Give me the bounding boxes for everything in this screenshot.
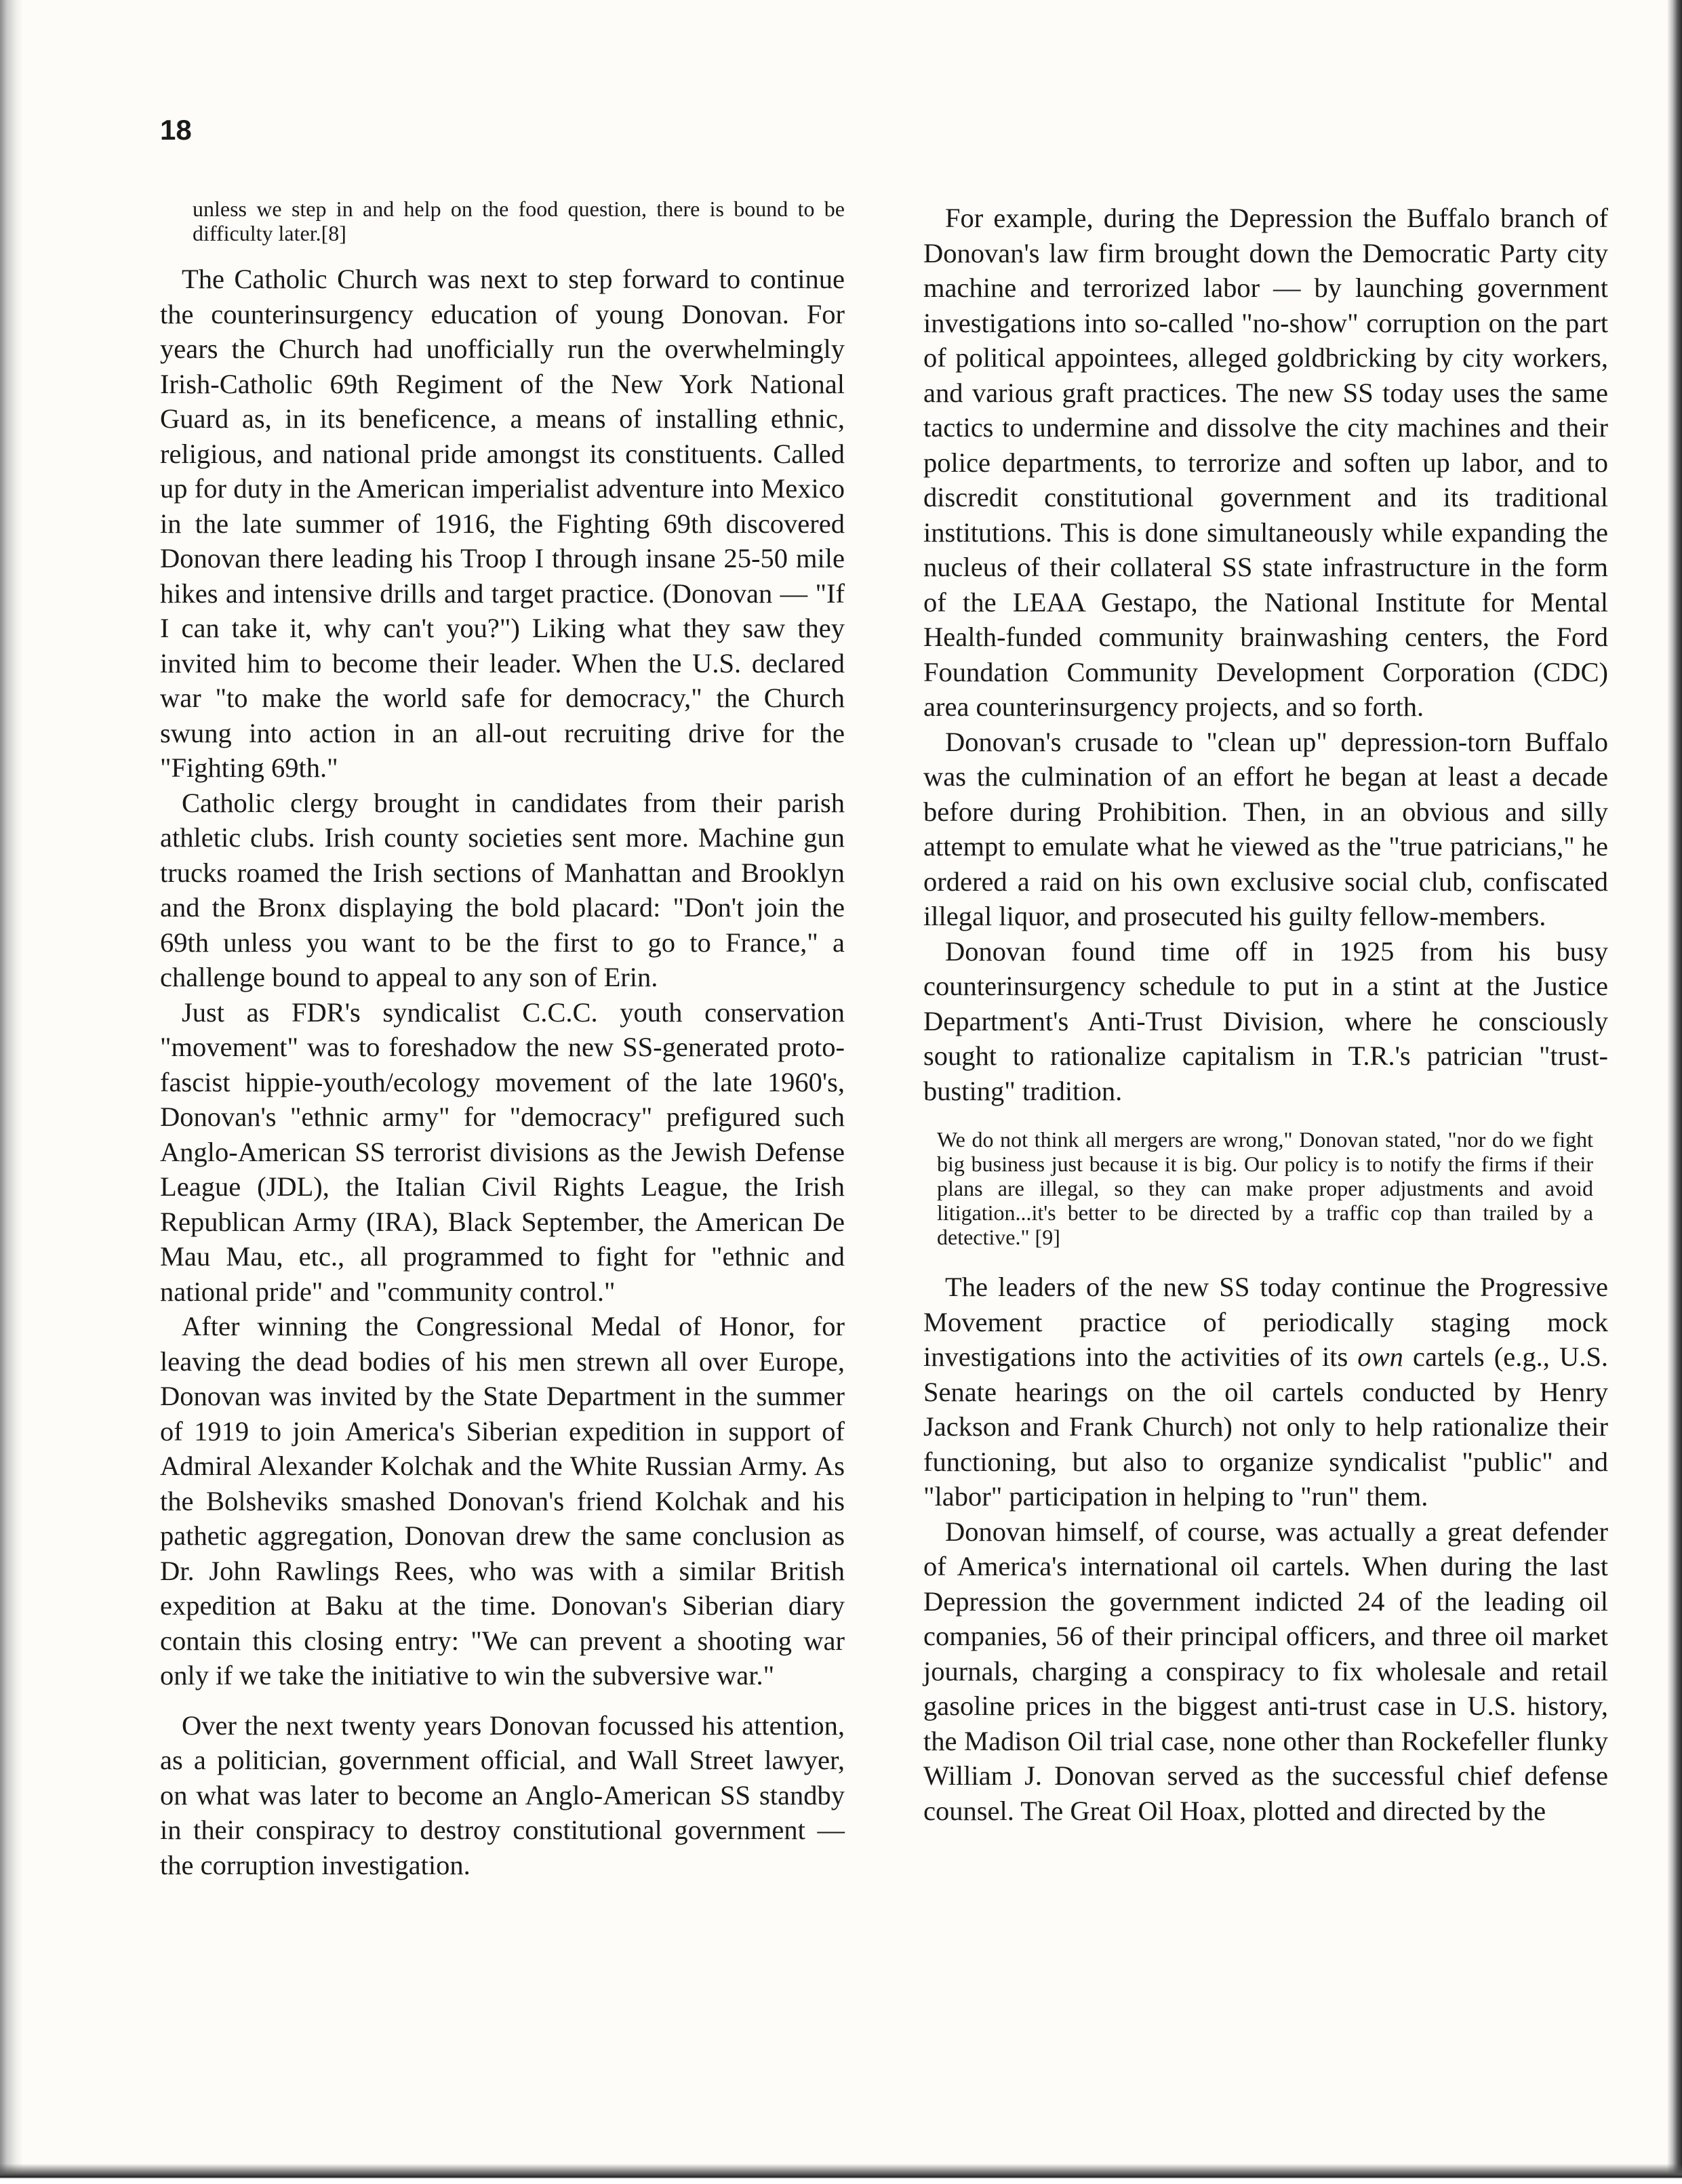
- paragraph-anti-trust-division: Donovan found time off in 1925 from his busy counterinsurgency schedule to put in a stint at the Justice Department's Anti-Trust Division, where he consciously sought to rationalize capitalism in T.R.'s patrician "trust-busting" tradition.: [923, 935, 1608, 1106]
- paragraph-clean-up-buffalo: Donovan's crusade to "clean up" depression-torn Buffalo was the culmination of an effort he began at least a decade before during Prohibition. Then, in an obvious and silly attempt to emulate what he viewed as the "true patricians," he ordered a raid on his own exclusive social club, confiscated illegal liquor, and prosecuted his guilty fellow-members.: [923, 726, 1608, 931]
- paragraph-buffalo-branch: For example, during the Depression the Buffalo branch of Donovan's law firm brought down the Democratic Party city machine and terrorized labor — by launching government investigations into so-called "no-show" corruption on the part of political appointees, alleged goldbricking by city workers, and various graft practices. The new SS today uses the same tactics to undermine and dissolve the city machines and their police departments, to terrorize and soften up labor, and to discredit constitutional government and its traditional institutions. This is done simultaneously while expanding the nucleus of their collateral SS state infrastructure in the form of the LEAA Gestapo, the National Institute for Mental Health-funded community brainwashing centers, the Ford Foundation Community Development Corporation (CDC) area counterinsurgency projects, and so forth.: [923, 203, 1608, 722]
- page-bottom-edge: [0, 2164, 1682, 2184]
- page-binding-edge: [0, 0, 23, 2184]
- paragraph-new-ss-leaders-start: The leaders of the new SS today continue the Progressive Movement practice of periodically staging mock investigations into the activities of its: [923, 1272, 1608, 1372]
- page-right-edge: [1667, 0, 1682, 2184]
- paragraph-new-ss-leaders: [923, 1270, 1608, 1514]
- emphasis-own: own: [1357, 1341, 1403, 1372]
- block-quote-mergers: We do not think all mergers are wrong," Donovan stated, "nor do we fight big business just because it is big. Our policy is to notify the firms if their plans are illegal, so they can make proper adjustments and avoid litigation...it's better to be directed by a traffic cop than trailed by a detective." [9]: [937, 1127, 1593, 1249]
- paragraph-next-twenty-years: Over the next twenty years Donovan focussed his attention, as a politician, government official, and Wall Street lawyer, on what was later to become an Anglo-American SS standby in their conspiracy to destroy constitutional government — the corruption investigation.: [160, 1710, 845, 1880]
- paragraph-catholic-clergy: Catholic clergy brought in candidates from their parish athletic clubs. Irish county societies sent more. Machine gun trucks roamed the Irish sections of Manhattan and Brooklyn and the Bronx displaying the bold placard: "Don't join the 69th unless you want to be the first to go to France," a challenge bound to appeal to any son of Erin.: [160, 787, 845, 992]
- right-column: [923, 201, 1608, 1828]
- paragraph-ccc-movement: Just as FDR's syndicalist C.C.C. youth conservation "movement" was to foreshadow the new SS-generated proto-fascist hippie-youth/ecology movement of the late 1960's, Donovan's "ethnic army" for "democracy" prefigured such Anglo-American SS terrorist divisions as the Jewish Defense League (JDL), the Italian Civil Rights League, the Irish Republican Army (IRA), Black September, the American De Mau Mau, etc., all programmed to fight for "ethnic and national pride" and "community control.": [160, 996, 845, 1307]
- paragraph-new-ss-leaders-end: cartels (e.g., U.S. Senate hearings on the oil cartels conducted by Henry Jackson and Frank Church) not only to help rationalize their functioning, but also to organize syndicalist "public" and "labor" participation in helping to "run" them.: [923, 1341, 1609, 1512]
- left-column: [160, 197, 845, 1882]
- paragraph-catholic-church: The Catholic Church was next to step forward to continue the counterinsurgency education of young Donovan. For years the Church had unofficially run the overwhelmingly Irish-Catholic 69th Regiment of the New York National Guard as, in its beneficence, a means of installing ethnic, religious, and national pride amongst its constituents. Called up for duty in the American imperialist adventure into Mexico in the late summer of 1916, the Fighting 69th discovered Donovan there leading his Troop I through insane 25-50 mile hikes and intensive drills and target practice. (Donovan — "If I can take it, why can't you?") Liking what they saw they invited him to become their leader. When the U.S. declared war "to make the world safe for democracy," the Church swung into action in an all-out recruiting drive for the "Fighting 69th.": [160, 264, 845, 783]
- paragraph-oil-cartels: Donovan himself, of course, was actually a great defender of America's international oil cartels. When during the last Depression the government indicted 24 of the leading oil companies, 56 of their principal officers, and three oil market journals, charging a conspiracy to fix wholesale and retail gasoline prices in the biggest anti-trust case in U.S. history, the Madison Oil trial case, none other than Rockefeller flunky William J. Donovan served as the successful chief defense counsel. The Great Oil Hoax, plotted and directed by the: [923, 1516, 1608, 1826]
- block-quote-food-question: unless we step in and help on the food question, there is bound to be difficulty later.[8]: [193, 197, 845, 245]
- paragraph-medal-of-honor: After winning the Congressional Medal of Honor, for leaving the dead bodies of his men strewn all over Europe, Donovan was invited by the State Department in the summer of 1919 to join America's Siberian expedition in support of Admiral Alexander Kolchak and the White Russian Army. As the Bolsheviks smashed Donovan's friend Kolchak and his pathetic aggregation, Donovan drew the same conclusion as Dr. John Rawlings Rees, who was with a similar British expedition at Baku at the time. Donovan's Siberian diary contain this closing entry: "We can prevent a shooting war only if we take the initiative to win the subversive war.": [160, 1311, 845, 1691]
- page-number: 18: [160, 114, 192, 146]
